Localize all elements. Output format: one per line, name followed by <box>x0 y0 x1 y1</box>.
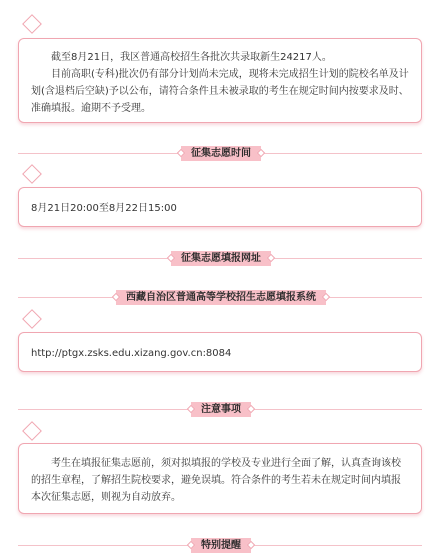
notice-card <box>18 38 422 123</box>
diamond-ornament <box>267 254 275 262</box>
section-title-system <box>116 290 326 305</box>
section-title-notes <box>191 402 251 417</box>
notes-text: 考生在填报征集志愿前，须对拟填报的学校及专业进行全面了解，认真查询该校的招生章程，了解招生院校要求，避免误填。符合条件的考生若未在规定时间内填报本次征集志愿，则视为自动放弃。 <box>31 458 401 503</box>
section-title-tips <box>191 538 251 553</box>
time-card <box>18 187 422 227</box>
section-title-time <box>181 146 261 161</box>
diamond-ornament <box>322 293 330 301</box>
diamond-ornament <box>22 164 42 184</box>
diamond-ornament <box>247 405 255 413</box>
diamond-ornament <box>22 421 42 441</box>
time-value: 8月21日20:00至8月22日15:00 <box>31 203 177 214</box>
diamond-ornament <box>22 14 42 34</box>
section-title-notes-text: 注意事项 <box>201 403 241 415</box>
section-title-url-text: 征集志愿填报网址 <box>181 252 261 264</box>
diamond-ornament <box>247 541 255 549</box>
notice-paragraph-2: 目前高职(专科)批次仍有部分计划尚未完成，现将未完成招生计划的院校名单及计划(含退档后空缺)予以公布，请符合条件且未被录取的考生在规定时间内按要求及时、准确填报。逾期不予受理。 <box>31 69 409 114</box>
diamond-ornament <box>187 541 195 549</box>
diamond-ornament <box>257 149 265 157</box>
diamond-ornament <box>187 405 195 413</box>
diamond-ornament <box>22 309 42 329</box>
section-title-tips-text: 特别提醒 <box>201 539 241 551</box>
section-title-system-text: 西藏自治区普通高等学校招生志愿填报系统 <box>126 291 316 303</box>
url-value[interactable]: http://ptgx.zsks.edu.xizang.gov.cn:8084 <box>31 348 232 359</box>
section-title-time-text: 征集志愿时间 <box>191 147 251 159</box>
diamond-ornament <box>167 254 175 262</box>
section-title-url <box>171 251 271 266</box>
diamond-ornament <box>112 293 120 301</box>
notes-card <box>18 443 422 514</box>
diamond-ornament <box>177 149 185 157</box>
notice-paragraph-1: 截至8月21日，我区普通高校招生各批次共录取新生24217人。 <box>51 52 332 63</box>
url-card <box>18 332 422 372</box>
